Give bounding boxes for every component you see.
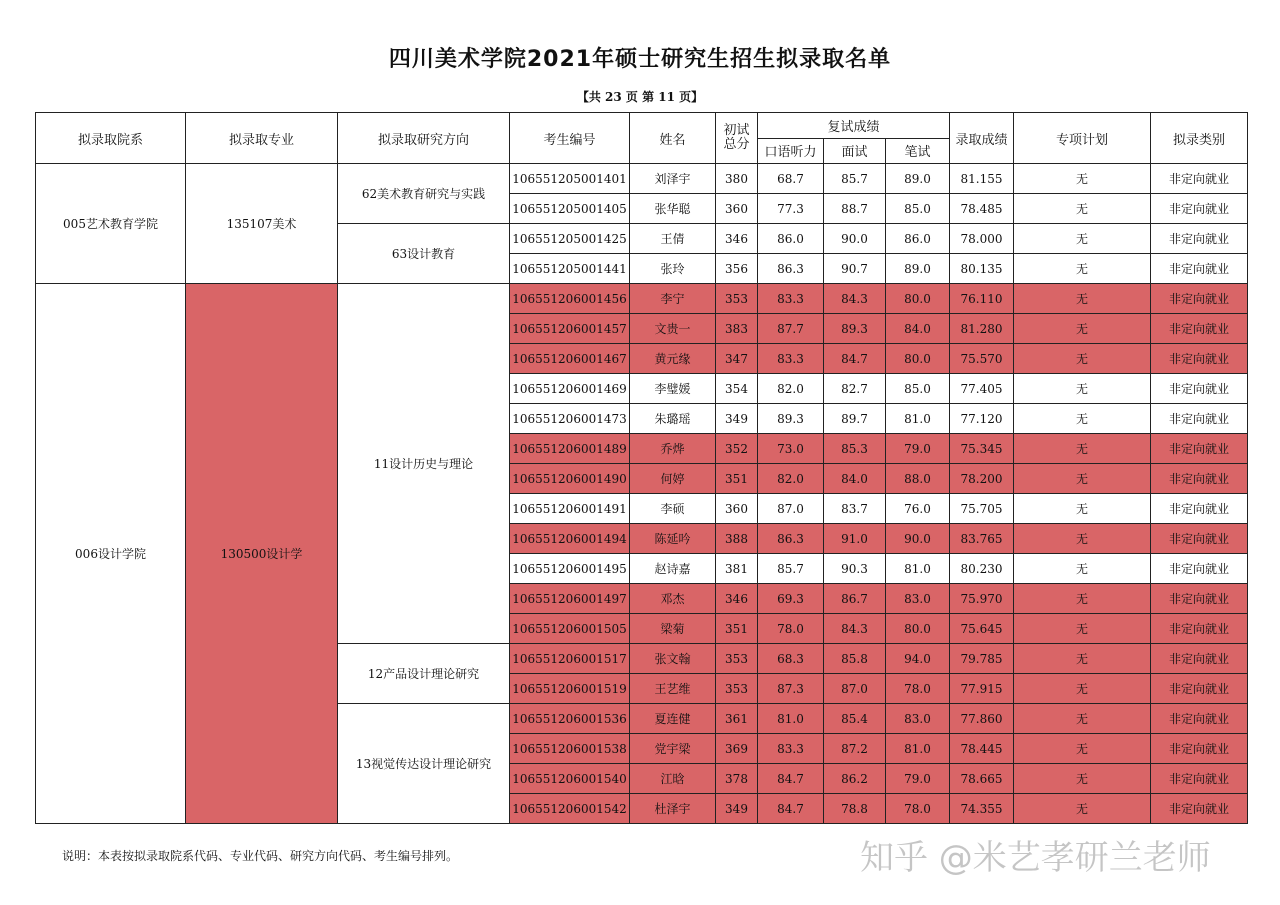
written-score-cell: 79.0 bbox=[886, 434, 950, 464]
admit-score-cell: 78.200 bbox=[950, 464, 1014, 494]
initial-total-cell: 349 bbox=[716, 404, 758, 434]
interview-score-cell: 82.7 bbox=[824, 374, 886, 404]
oral-score-cell: 87.7 bbox=[758, 314, 824, 344]
interview-score-cell: 89.3 bbox=[824, 314, 886, 344]
admit-score-cell: 75.570 bbox=[950, 344, 1014, 374]
special-plan-cell: 无 bbox=[1014, 554, 1151, 584]
interview-score-cell: 87.0 bbox=[824, 674, 886, 704]
name-cell: 王倩 bbox=[630, 224, 716, 254]
name-cell: 乔烨 bbox=[630, 434, 716, 464]
written-score-cell: 85.0 bbox=[886, 194, 950, 224]
name-cell: 张华聪 bbox=[630, 194, 716, 224]
name-cell: 夏连健 bbox=[630, 704, 716, 734]
initial-total-cell: 353 bbox=[716, 284, 758, 314]
category-cell: 非定向就业 bbox=[1151, 404, 1248, 434]
college-cell: 006设计学院 bbox=[36, 284, 186, 824]
written-score-cell: 78.0 bbox=[886, 794, 950, 824]
initial-total-cell: 351 bbox=[716, 464, 758, 494]
oral-score-cell: 82.0 bbox=[758, 464, 824, 494]
special-plan-cell: 无 bbox=[1014, 794, 1151, 824]
watermark bbox=[860, 830, 1211, 879]
category-cell: 非定向就业 bbox=[1151, 524, 1248, 554]
written-score-cell: 78.0 bbox=[886, 674, 950, 704]
page-title: 四川美术学院2021年硕士研究生招生拟录取名单 bbox=[388, 47, 892, 72]
initial-total-cell: 346 bbox=[716, 224, 758, 254]
admit-score-cell: 75.705 bbox=[950, 494, 1014, 524]
name-cell: 江晗 bbox=[630, 764, 716, 794]
interview-score-cell: 84.3 bbox=[824, 614, 886, 644]
written-score-cell: 79.0 bbox=[886, 764, 950, 794]
exam-id-cell: 106551206001467 bbox=[510, 344, 630, 374]
category-cell: 非定向就业 bbox=[1151, 194, 1248, 224]
admit-score-cell: 77.120 bbox=[950, 404, 1014, 434]
admit-score-cell: 77.860 bbox=[950, 704, 1014, 734]
written-score-cell: 83.0 bbox=[886, 584, 950, 614]
oral-score-cell: 87.3 bbox=[758, 674, 824, 704]
initial-total-cell: 383 bbox=[716, 314, 758, 344]
oral-score-cell: 83.3 bbox=[758, 344, 824, 374]
special-plan-cell: 无 bbox=[1014, 224, 1151, 254]
direction-cell: 63设计教育 bbox=[338, 224, 510, 284]
header-name: 姓名 bbox=[630, 113, 716, 164]
special-plan-cell: 无 bbox=[1014, 434, 1151, 464]
name-cell: 李璧媛 bbox=[630, 374, 716, 404]
exam-id-cell: 106551206001490 bbox=[510, 464, 630, 494]
category-cell: 非定向就业 bbox=[1151, 764, 1248, 794]
exam-id-cell: 106551206001519 bbox=[510, 674, 630, 704]
interview-score-cell: 85.7 bbox=[824, 164, 886, 194]
special-plan-cell: 无 bbox=[1014, 494, 1151, 524]
admission-table bbox=[35, 112, 1248, 824]
major-cell: 130500设计学 bbox=[186, 284, 338, 824]
category-cell: 非定向就业 bbox=[1151, 584, 1248, 614]
initial-total-cell: 353 bbox=[716, 674, 758, 704]
initial-total-cell: 360 bbox=[716, 194, 758, 224]
oral-score-cell: 86.3 bbox=[758, 254, 824, 284]
interview-score-cell: 90.0 bbox=[824, 224, 886, 254]
category-cell: 非定向就业 bbox=[1151, 704, 1248, 734]
interview-score-cell: 88.7 bbox=[824, 194, 886, 224]
admit-score-cell: 81.280 bbox=[950, 314, 1014, 344]
table-note: 说明：本表按拟录取院系代码、专业代码、研究方向代码、考生编号排列。 bbox=[62, 849, 459, 863]
interview-score-cell: 89.7 bbox=[824, 404, 886, 434]
oral-score-cell: 84.7 bbox=[758, 764, 824, 794]
admit-score-cell: 78.000 bbox=[950, 224, 1014, 254]
name-cell: 陈延吟 bbox=[630, 524, 716, 554]
initial-total-cell: 369 bbox=[716, 734, 758, 764]
name-cell: 朱璐瑶 bbox=[630, 404, 716, 434]
initial-total-cell: 349 bbox=[716, 794, 758, 824]
header-retest: 复试成绩 bbox=[758, 113, 950, 139]
admit-score-cell: 75.645 bbox=[950, 614, 1014, 644]
initial-total-cell: 361 bbox=[716, 704, 758, 734]
major-cell: 135107美术 bbox=[186, 164, 338, 284]
interview-score-cell: 83.7 bbox=[824, 494, 886, 524]
initial-total-cell: 351 bbox=[716, 614, 758, 644]
initial-total-cell: 380 bbox=[716, 164, 758, 194]
special-plan-cell: 无 bbox=[1014, 254, 1151, 284]
interview-score-cell: 87.2 bbox=[824, 734, 886, 764]
written-score-cell: 89.0 bbox=[886, 164, 950, 194]
initial-total-cell: 354 bbox=[716, 374, 758, 404]
name-cell: 文贵一 bbox=[630, 314, 716, 344]
category-cell: 非定向就业 bbox=[1151, 734, 1248, 764]
interview-score-cell: 90.3 bbox=[824, 554, 886, 584]
exam-id-cell: 106551206001494 bbox=[510, 524, 630, 554]
category-cell: 非定向就业 bbox=[1151, 314, 1248, 344]
exam-id-cell: 106551206001457 bbox=[510, 314, 630, 344]
special-plan-cell: 无 bbox=[1014, 704, 1151, 734]
admit-score-cell: 74.355 bbox=[950, 794, 1014, 824]
special-plan-cell: 无 bbox=[1014, 194, 1151, 224]
exam-id-cell: 106551206001540 bbox=[510, 764, 630, 794]
category-cell: 非定向就业 bbox=[1151, 164, 1248, 194]
written-score-cell: 80.0 bbox=[886, 614, 950, 644]
category-cell: 非定向就业 bbox=[1151, 494, 1248, 524]
exam-id-cell: 106551206001538 bbox=[510, 734, 630, 764]
interview-score-cell: 84.3 bbox=[824, 284, 886, 314]
category-cell: 非定向就业 bbox=[1151, 224, 1248, 254]
special-plan-cell: 无 bbox=[1014, 584, 1151, 614]
interview-score-cell: 84.7 bbox=[824, 344, 886, 374]
name-cell: 何婷 bbox=[630, 464, 716, 494]
admit-score-cell: 78.665 bbox=[950, 764, 1014, 794]
header-initial-total: 初试总分 bbox=[716, 113, 758, 164]
page-info: 【共 23 页 第 11 页】 bbox=[576, 90, 704, 104]
category-cell: 非定向就业 bbox=[1151, 554, 1248, 584]
oral-score-cell: 83.3 bbox=[758, 734, 824, 764]
oral-score-cell: 68.3 bbox=[758, 644, 824, 674]
exam-id-cell: 106551206001473 bbox=[510, 404, 630, 434]
special-plan-cell: 无 bbox=[1014, 374, 1151, 404]
oral-score-cell: 84.7 bbox=[758, 794, 824, 824]
written-score-cell: 81.0 bbox=[886, 734, 950, 764]
header-interview: 面试 bbox=[824, 138, 886, 164]
special-plan-cell: 无 bbox=[1014, 404, 1151, 434]
name-cell: 王艺维 bbox=[630, 674, 716, 704]
name-cell: 李宁 bbox=[630, 284, 716, 314]
initial-total-cell: 352 bbox=[716, 434, 758, 464]
special-plan-cell: 无 bbox=[1014, 314, 1151, 344]
admit-score-cell: 80.135 bbox=[950, 254, 1014, 284]
written-score-cell: 89.0 bbox=[886, 254, 950, 284]
oral-score-cell: 86.0 bbox=[758, 224, 824, 254]
oral-score-cell: 89.3 bbox=[758, 404, 824, 434]
header-direction: 拟录取研究方向 bbox=[338, 113, 510, 164]
admit-score-cell: 77.405 bbox=[950, 374, 1014, 404]
exam-id-cell: 106551205001405 bbox=[510, 194, 630, 224]
written-score-cell: 76.0 bbox=[886, 494, 950, 524]
special-plan-cell: 无 bbox=[1014, 734, 1151, 764]
initial-total-cell: 388 bbox=[716, 524, 758, 554]
initial-total-cell: 360 bbox=[716, 494, 758, 524]
written-score-cell: 81.0 bbox=[886, 554, 950, 584]
initial-total-cell: 381 bbox=[716, 554, 758, 584]
name-cell: 张文翰 bbox=[630, 644, 716, 674]
category-cell: 非定向就业 bbox=[1151, 464, 1248, 494]
written-score-cell: 81.0 bbox=[886, 404, 950, 434]
oral-score-cell: 86.3 bbox=[758, 524, 824, 554]
name-cell: 李硕 bbox=[630, 494, 716, 524]
exam-id-cell: 106551206001497 bbox=[510, 584, 630, 614]
special-plan-cell: 无 bbox=[1014, 164, 1151, 194]
oral-score-cell: 69.3 bbox=[758, 584, 824, 614]
initial-total-cell: 378 bbox=[716, 764, 758, 794]
direction-cell: 13视觉传达设计理论研究 bbox=[338, 704, 510, 824]
category-cell: 非定向就业 bbox=[1151, 614, 1248, 644]
exam-id-cell: 106551206001495 bbox=[510, 554, 630, 584]
interview-score-cell: 78.8 bbox=[824, 794, 886, 824]
category-cell: 非定向就业 bbox=[1151, 794, 1248, 824]
special-plan-cell: 无 bbox=[1014, 614, 1151, 644]
direction-cell: 11设计历史与理论 bbox=[338, 284, 510, 644]
category-cell: 非定向就业 bbox=[1151, 344, 1248, 374]
initial-total-cell: 353 bbox=[716, 644, 758, 674]
oral-score-cell: 83.3 bbox=[758, 284, 824, 314]
special-plan-cell: 无 bbox=[1014, 644, 1151, 674]
special-plan-cell: 无 bbox=[1014, 284, 1151, 314]
name-cell: 张玲 bbox=[630, 254, 716, 284]
initial-total-cell: 347 bbox=[716, 344, 758, 374]
name-cell: 党宇梁 bbox=[630, 734, 716, 764]
header-written: 笔试 bbox=[886, 138, 950, 164]
exam-id-cell: 106551206001489 bbox=[510, 434, 630, 464]
category-cell: 非定向就业 bbox=[1151, 644, 1248, 674]
header-major: 拟录取专业 bbox=[186, 113, 338, 164]
exam-id-cell: 106551206001505 bbox=[510, 614, 630, 644]
written-score-cell: 90.0 bbox=[886, 524, 950, 554]
written-score-cell: 94.0 bbox=[886, 644, 950, 674]
admit-score-cell: 80.230 bbox=[950, 554, 1014, 584]
name-cell: 邓杰 bbox=[630, 584, 716, 614]
special-plan-cell: 无 bbox=[1014, 464, 1151, 494]
header-special-plan: 专项计划 bbox=[1014, 113, 1151, 164]
admit-score-cell: 75.970 bbox=[950, 584, 1014, 614]
admit-score-cell: 78.485 bbox=[950, 194, 1014, 224]
category-cell: 非定向就业 bbox=[1151, 434, 1248, 464]
name-cell: 赵诗嘉 bbox=[630, 554, 716, 584]
exam-id-cell: 106551206001469 bbox=[510, 374, 630, 404]
name-cell: 杜泽宇 bbox=[630, 794, 716, 824]
table-row bbox=[36, 164, 1248, 194]
admit-score-cell: 79.785 bbox=[950, 644, 1014, 674]
category-cell: 非定向就业 bbox=[1151, 254, 1248, 284]
interview-score-cell: 86.2 bbox=[824, 764, 886, 794]
written-score-cell: 86.0 bbox=[886, 224, 950, 254]
oral-score-cell: 82.0 bbox=[758, 374, 824, 404]
oral-score-cell: 87.0 bbox=[758, 494, 824, 524]
exam-id-cell: 106551206001456 bbox=[510, 284, 630, 314]
college-cell: 005艺术教育学院 bbox=[36, 164, 186, 284]
watermark-text: 知乎 @米艺孝研兰老师 bbox=[860, 838, 1211, 878]
admit-score-cell: 76.110 bbox=[950, 284, 1014, 314]
interview-score-cell: 85.4 bbox=[824, 704, 886, 734]
interview-score-cell: 91.0 bbox=[824, 524, 886, 554]
category-cell: 非定向就业 bbox=[1151, 674, 1248, 704]
interview-score-cell: 85.3 bbox=[824, 434, 886, 464]
exam-id-cell: 106551206001536 bbox=[510, 704, 630, 734]
header-admit-score: 录取成绩 bbox=[950, 113, 1014, 164]
written-score-cell: 83.0 bbox=[886, 704, 950, 734]
header-college: 拟录取院系 bbox=[36, 113, 186, 164]
exam-id-cell: 106551206001491 bbox=[510, 494, 630, 524]
header-exam-id: 考生编号 bbox=[510, 113, 630, 164]
exam-id-cell: 106551206001517 bbox=[510, 644, 630, 674]
admit-score-cell: 75.345 bbox=[950, 434, 1014, 464]
admit-score-cell: 78.445 bbox=[950, 734, 1014, 764]
written-score-cell: 88.0 bbox=[886, 464, 950, 494]
oral-score-cell: 77.3 bbox=[758, 194, 824, 224]
header-category: 拟录类别 bbox=[1151, 113, 1248, 164]
admit-score-cell: 83.765 bbox=[950, 524, 1014, 554]
admit-score-cell: 77.915 bbox=[950, 674, 1014, 704]
name-cell: 梁菊 bbox=[630, 614, 716, 644]
name-cell: 刘泽宇 bbox=[630, 164, 716, 194]
name-cell: 黄元缘 bbox=[630, 344, 716, 374]
oral-score-cell: 81.0 bbox=[758, 704, 824, 734]
special-plan-cell: 无 bbox=[1014, 764, 1151, 794]
exam-id-cell: 106551206001542 bbox=[510, 794, 630, 824]
initial-total-cell: 356 bbox=[716, 254, 758, 284]
exam-id-cell: 106551205001425 bbox=[510, 224, 630, 254]
category-cell: 非定向就业 bbox=[1151, 284, 1248, 314]
header-oral: 口语听力 bbox=[758, 138, 824, 164]
written-score-cell: 84.0 bbox=[886, 314, 950, 344]
oral-score-cell: 73.0 bbox=[758, 434, 824, 464]
interview-score-cell: 85.8 bbox=[824, 644, 886, 674]
oral-score-cell: 78.0 bbox=[758, 614, 824, 644]
oral-score-cell: 68.7 bbox=[758, 164, 824, 194]
special-plan-cell: 无 bbox=[1014, 344, 1151, 374]
admit-score-cell: 81.155 bbox=[950, 164, 1014, 194]
written-score-cell: 80.0 bbox=[886, 344, 950, 374]
written-score-cell: 85.0 bbox=[886, 374, 950, 404]
initial-total-cell: 346 bbox=[716, 584, 758, 614]
oral-score-cell: 85.7 bbox=[758, 554, 824, 584]
table-row bbox=[36, 284, 1248, 314]
interview-score-cell: 86.7 bbox=[824, 584, 886, 614]
exam-id-cell: 106551205001441 bbox=[510, 254, 630, 284]
interview-score-cell: 90.7 bbox=[824, 254, 886, 284]
direction-cell: 62美术教育研究与实践 bbox=[338, 164, 510, 224]
special-plan-cell: 无 bbox=[1014, 524, 1151, 554]
category-cell: 非定向就业 bbox=[1151, 374, 1248, 404]
direction-cell: 12产品设计理论研究 bbox=[338, 644, 510, 704]
special-plan-cell: 无 bbox=[1014, 674, 1151, 704]
written-score-cell: 80.0 bbox=[886, 284, 950, 314]
interview-score-cell: 84.0 bbox=[824, 464, 886, 494]
exam-id-cell: 106551205001401 bbox=[510, 164, 630, 194]
